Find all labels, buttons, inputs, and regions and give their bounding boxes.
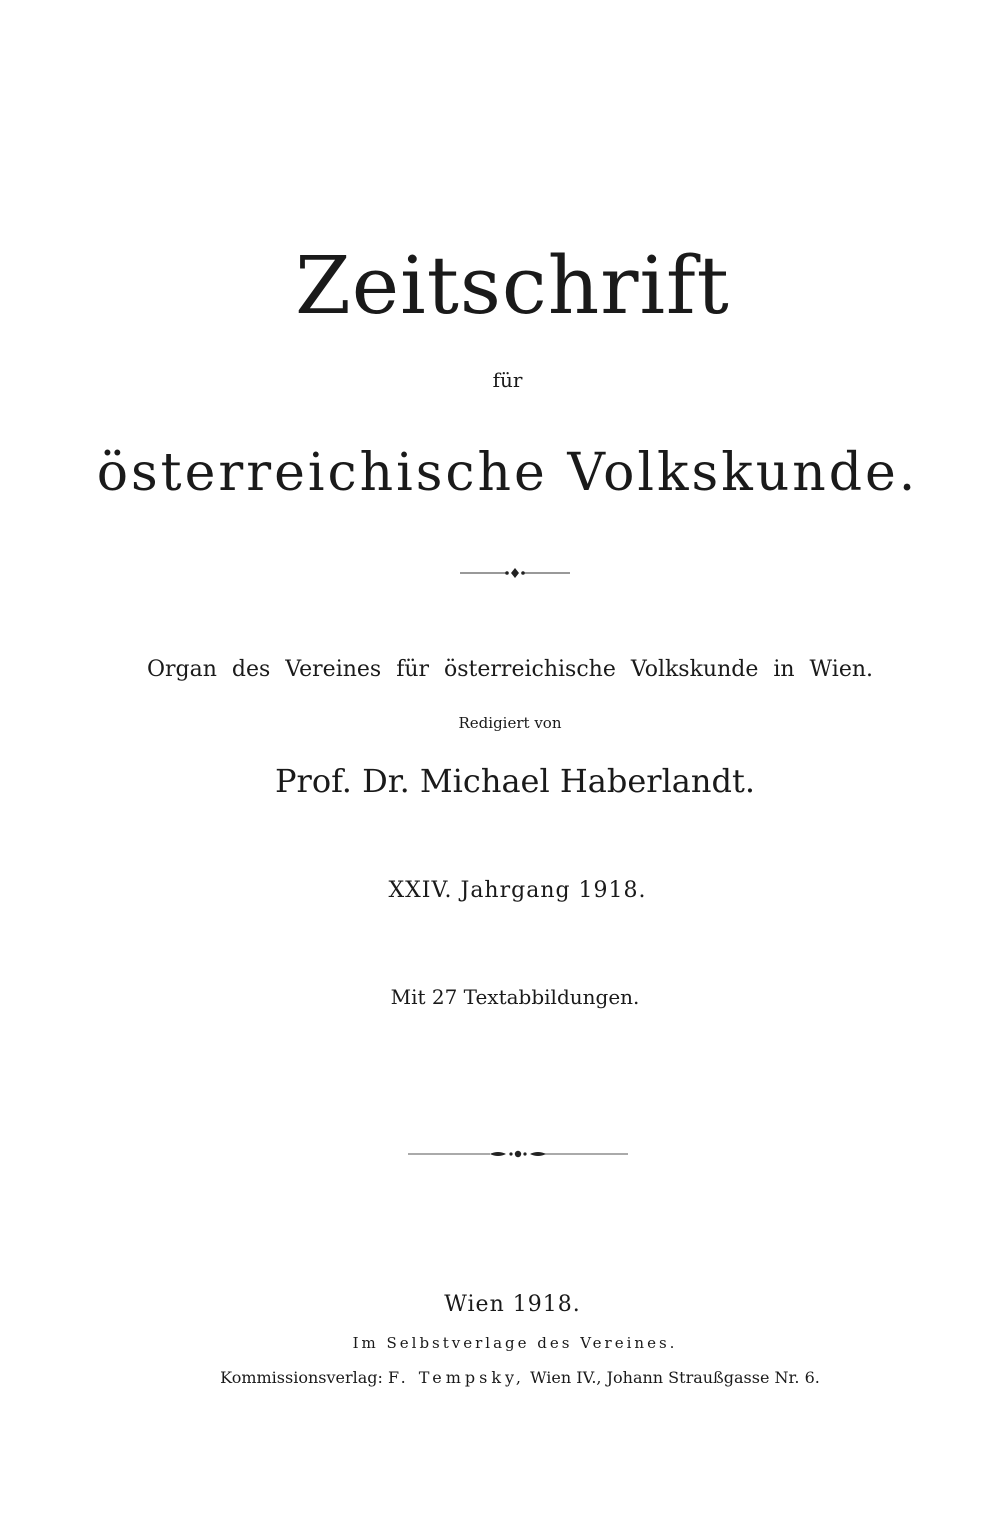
illustrations-line: Mit 27 Textabbildungen. — [390, 985, 640, 1009]
organ-line: Organ des Vereines für österreichische Volkskunde in Wien. — [146, 657, 874, 682]
volume-line: XXIV. Jahrgang 1918. — [388, 878, 647, 903]
publisher-line: Im Selbstverlage des Vereines. — [352, 1334, 678, 1352]
ornament-divider-bottom — [0, 1144, 1000, 1164]
ornament-divider-top — [0, 562, 1000, 582]
commission-address: Wien IV., Johann Straußgasse Nr. 6. — [530, 1368, 820, 1387]
journal-title: Zeitschrift — [295, 239, 730, 332]
place-year: Wien 1918. — [444, 1292, 581, 1317]
editor-name: Prof. Dr. Michael Haberlandt. — [274, 762, 755, 800]
commission-prefix: Kommissionsverlag: — [220, 1368, 383, 1387]
journal-subtitle: österreichische Volkskunde. — [96, 443, 919, 503]
commission-firm: F. Tempsky, — [388, 1368, 526, 1387]
edited-by-label: Redigiert von — [458, 714, 562, 732]
commission-line — [0, 1366, 1000, 1390]
title-connector: für — [492, 368, 523, 392]
